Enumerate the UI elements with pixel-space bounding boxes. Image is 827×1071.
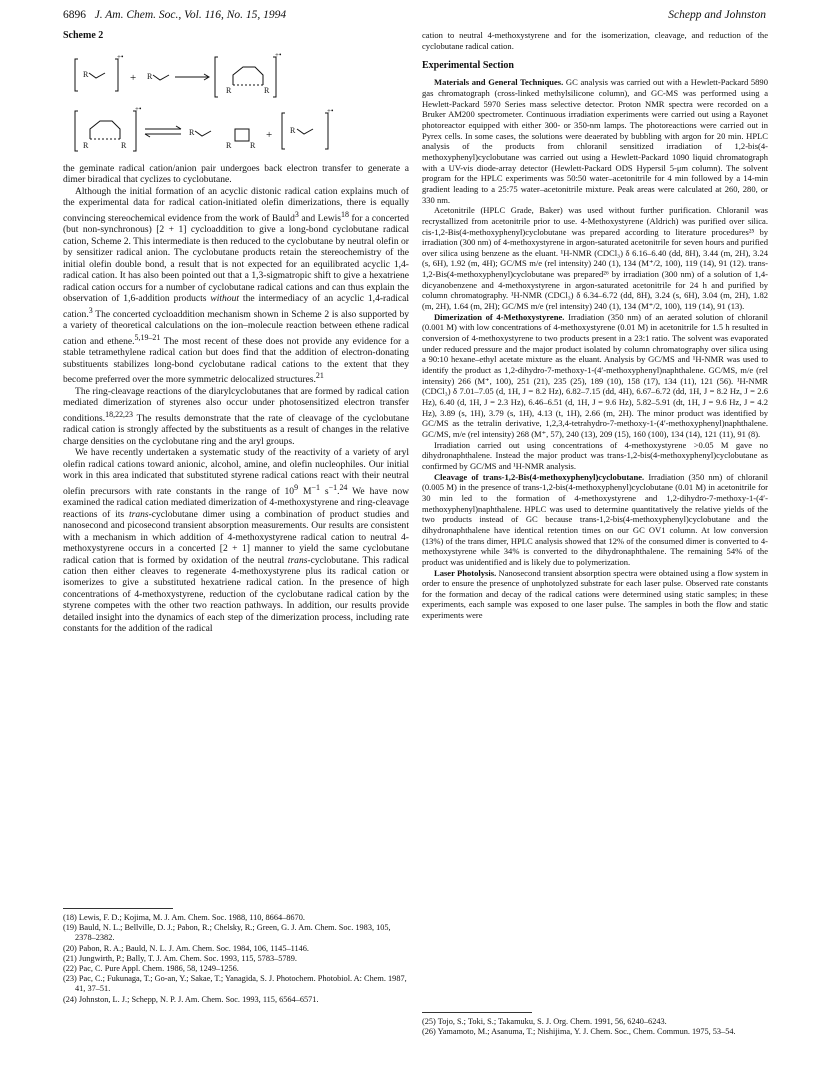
paragraph: Irradiation carried out using concentrations of 4-methoxystyrene >0.05 M gave no dihydronaphthalene. Instead the major product was trans-1,2-bis(4-methoxyphenyl)cyclobutane as confirmed by GC/MS and ¹H-NMR analysis. [422,439,768,471]
r-label: R [290,126,296,135]
reference: (19) Bauld, N. L.; Bellville, D. J.; Pabon, R.; Chelsky, R.; Green, G. J. Am. Chem. Soc. 1983, 105, 2378–2382. [63,923,391,943]
olefin-2 [153,75,169,80]
paragraph: Materials and General Techniques. GC analysis was carried out with a Hewlett-Packard 5890 gas chromatograph (cross-linked methylsilicone column), and GC-MS was performed using a Hewlett-Packard 5970 Series mass selective detector. Proton NMR spectra were recorded on a Bruker AM200 spectrometer. Continuous irradiation experiments were carried out using a Rayonet photoreactor equipped with either 300- or 350-nm lamps. The photoreactions were carried out in Pyrex cells. In some cases, the solutions were deaerated by bubbling with argon for 20 min. HPLC analysis of the products from chloranil sensitized irradiation of 1,2-bis(4-methoxyphenyl)cyclobutane was carried out using a Hewlett-Packard 1090 liquid chromatograph with a UV-vis diode-array detector (Hewlett-Packard ODS Hypersil 5-μm column). The solvent program for the HPLC experiments was 50:50 water–acetonitrile for 4 min followed by a 14-min gradient leading to a 25:75 water–acetonitrile mixture. Peak areas were calculated at 260, 280, or 330 nm. [422,77,768,205]
reference: (26) Yamamoto, M.; Asanuma, T.; Nishijima, Y. J. Chem. Soc., Chem. Commun. 1975, 53–54. [422,1027,736,1037]
right-column [422,30,768,621]
charge-label: +• [327,107,334,115]
charge-label: +• [117,53,124,61]
footnotes-left [63,908,409,1005]
scheme-svg [63,45,409,163]
footnotes-right [422,1012,768,1037]
olefin-4 [297,129,313,134]
left-column [63,30,409,635]
journal-citation: J. Am. Chem. Soc., Vol. 116, No. 15, 1994 [94,9,287,21]
reference: (20) Pabon, R. A.; Bauld, N. L. J. Am. Chem. Soc. 1984, 106, 1145–1146. [63,943,309,953]
cyclobutane-ring [235,129,249,141]
paragraph: the geminate radical cation/anion pair undergoes back electron transfer to generate a dimer biradical that cyclizes to cyclobutane. [63,163,409,186]
section-heading: Experimental Section [422,60,514,72]
r-label: R [250,141,256,150]
paragraph: We have recently undertaken a systematic study of the reactivity of a variety of aryl olefin radical cations toward anionic, alcohol, amine, and olefin nucleophiles. Our initial work in this area indicated that substituted styrene radical cations react with their neutral olefin precursors with rate constants in the range of $10^9$ $M^{-1}$ $s^{-1}.^{24}$ We have now examined the radical cation mediated dimerization of 4-methoxystyrene and ring-cleavage reactions of its trans-cyclobutane dimer using a combination of product studies and nanosecond and picosecond transient absorption measurements. Our results are consistent with a mechanism in which addition of 4-methoxystyrene radical cation to neutral 4-methoxystyrene occurs in a concerted [2 + 1] manner to yield the same cyclobutane radical cation that is formed by oxidation of the neutral trans-cyclobutane. This radical cation then either cleaves to regenerate 4-methoxystyrene plus its radical cation or isomerizes to give a substituted hexatriene radical cation. In the presence of high concentrations of 4-methoxystyrene, reduction of the cyclobutane radical cation by the styrene competes with the other two reaction pathways. In addition, our results provide detailed insight into the dynamics of each step of the dimerization process, including rate constants for the addition of the radical [63,447,410,635]
olefin-3 [195,131,211,136]
running-header [63,9,766,25]
paragraph: Dimerization of 4-Methoxystyrene. Irradiation (350 nm) of an aerated solution of chloranil (0.001 M) with low concentrations of 4-methoxystyrene (0.01 M) in acetonitrile for 1.5 h resulted in conversion of 4-methoxystyrene to two products present in a 23:1 ratio. The solvent was evaporated under reduced pressure and the major product isolated by column chromatography over silica using a 90:10 hexane–ethyl acetate mixture as the eluant. Analysis by GC/MS and ¹H-NMR was used to identify the product as 1,2-dihydro-7-methoxy-1-(4′-methoxyphenyl)naphthalene. GC/MS, m/e (rel intensity) 266 (M⁺, 100), 251 (21), 235 (25), 189 (10), 158 (17), 134 (11), 121 (56). ¹H-NMR (CDCl₃) δ 7.01–7.05 (d, 1H, J = 8.2 Hz), 6.82–7.15 (dd, 4H), 6.67–6.72 (dd, 1H, J = 8.2 Hz, J = 2.6 Hz), 6.40 (d, 1H, J = 2.3 Hz), 6.46–6.51 (d, 1H, J = 9.6 Hz), 5.82–5.91 (dt, 1H, J = 9.6 Hz, J = 4.2 Hz), 3.89 (s, 1H), 3.79 (s, 1H), 4.13 (t, 1H), 2.66 (m, 2H). The minor product was identified by GC/MS as the tetralin derivative, 1,2,3,4-tetrahydro-7-methoxy-1-(4′-methoxyphenyl)naphthalene. GC/MS, m/e (rel intensity) 268 (M⁺, 57), 240 (13), 209 (15), 160 (100), 134 (14), 121 (11), 91 (8). [422,311,768,439]
page-number: 6896 [63,9,86,21]
reference: (22) Pac, C. Pure Appl. Chem. 1986, 58, 1249–1256. [63,964,239,974]
reference: (21) Jungwirth, P.; Bally, T. J. Am. Chem. Soc. 1993, 115, 5783–5789. [63,953,297,963]
r-label: R [226,141,232,150]
paragraph: Cleavage of trans-1,2-Bis(4-methoxyphenyl)cyclobutane. Irradiation (350 nm) of chloranil (0.005 M) in the presence of trans-1,2-bis(4-methoxyphenyl)cyclobutane (0.01 M) in acetonitrile for 30 min led to the formation of 4-methoxystyrene and 1,2-dihydro-7-methoxy-1-(4′-methoxyphenyl)naphthalene. HPLC was used to determine quantitatively the relative yields of the two products instead of GC because trans-1,2-bis(4-methoxyphenyl)cyclobutane and the dihydronaphthalene have identical retention times on our GC OV1 column. At low conversion (13%) of the trans dimer, HPLC analysis showed that 12% of the consumed dimer is converted to 4-methoxystyrene while 34% is converted to the dihydronaphthalene. The remaining 54% of the product was unidentified and is likely due to polymerization. [422,471,769,567]
reference: (24) Johnston, L. J.; Schepp, N. P. J. Am. Chem. Soc. 1993, 115, 6564–6571. [63,994,319,1004]
paragraph: cation to neutral 4-methoxystyrene and for the isomerization, cleavage, and reduction of the cyclobutane radical cation. [422,30,768,51]
paragraph: Laser Photolysis. Nanosecond transient absorption spectra were obtained using a flow system in order to ensure the presence of unphotolyzed substrate for each laser pulse. Observed rate constants for the formation and decay of the radical cations were determined using static samples; in these experiments, each sample was exposed to one laser pulse. The samples in both the flow and static experiments were [422,567,768,621]
reference: (25) Tojo, S.; Toki, S.; Takamuku, S. J. Org. Chem. 1991, 56, 6240–6243. [422,1017,667,1026]
footnote-rule [63,908,173,909]
reference: (18) Lewis, F. D.; Kojima, M. J. Am. Chem. Soc. 1988, 110, 8664–8670. [63,913,305,922]
bracket-right-3 [133,111,136,151]
bracket-left-3 [75,111,78,151]
bracket-left-1 [75,59,78,91]
scheme-title: Scheme 2 [63,30,104,41]
r-label: R [147,72,153,81]
bracket-right-2 [273,57,276,97]
paragraph: Acetonitrile (HPLC Grade, Baker) was used without further purification. Chloranil was recrystallized from acetonitrile prior to use. 4-Methoxystyrene (Aldrich) was purified over silica. cis-1,2-Bis(4-methoxyphenyl)cyclobutane was prepared according to literature procedures²⁵ by irradiation (300 nm) of 4-methoxystyrene in argon-saturated acetonitrile for seven hours and purified over silica using benzene as the eluant. ¹H-NMR (CDCl₃) δ 6.16–6.40 (dd, 8H), 3.44 (m, 2H), 3.24 (s, 6H), 1.92 (m, 4H); GC/MS m/e (rel intensity) 240 (1), 134 (M⁺/2, 100), 119 (14), 91 (12). trans-1,2-Bis(4-methoxyphenyl)cyclobutane was prepared²⁶ by irradiation (300 nm) of a solution of 1,4-dicyanobenzene and 4-methoxystyrene in argon-saturated acetonitrile for 24 h and purified by column chromatography. ¹H-NMR (CDCl₃) δ 6.34–6.72 (dd, 8H), 3.24 (s, 6H), 3.04 (m, 2H), 1.82 (m, 2H), 1.64 (m, 2H); GC/MS m/e (rel intensity) 240 (1), 134 (M⁺/2, 100), 119 (14), 91 (13). [422,205,768,312]
paragraph: Although the initial formation of an acyclic distonic radical cation explains much of the experimental data for radical cation-initiated olefin dimerizations, there is equally convincing stereochemical evidence from the work of Bauld$^3$ and Lewis$^{18}$ for a concerted (but non-synchronous) [2 + 1] cycloaddition to give a long-bond cyclobutane radical cation, Scheme 2. This intermediate is then reduced to the cyclobutane by neutral olefin or by sensitizer radical anion. The cyclobutane products retain the stereochemistry of the initial olefin double bond, a result that is not expected for an equilibrated acyclic 1,4-radical cation. It has also been pointed out that a 1,3-sigmatropic shift to give a hexatriene radical cation occurs for a number of cyclobutane radical cations and can thus explain the observation of 1,6-addition products without the intermediacy of an acyclic 1,4-radical cation.$^3$ The concerted cycloaddition mechanism shown in Scheme 2 is also supported by a variety of theoretical calculations on the ion–molecule reaction between ethene radical cation and ethene.$^{5,19-21}$ The most recent of these does not provide any evidence for a stable tetramethylene radical cation but does find that the addition of electron-donating substituents stabilizes long-bond cyclobutane radical cations to the extent that they become preferred over the more symmetric delocalized structures.$^{21}$ [63,185,409,386]
header-left [63,9,286,21]
scheme-2-diagram [63,45,409,163]
r-label: R [83,70,89,79]
bracket-right-4 [325,113,328,149]
reference: (23) Pac, C.; Fukunaga, T.; Go-an, Y.; Sakae, T.; Yanagida, S. J. Photochem. Photobiol. A: Chem. 1987, 41, 37–51. [63,974,407,994]
r-label: R [226,86,232,95]
r-label: R [121,141,127,150]
long-bond-cyclobutane-2 [90,121,120,139]
charge-label: +• [275,51,282,59]
footnote-rule [422,1012,532,1013]
r-label: R [189,128,195,137]
olefin-1 [89,73,105,78]
long-bond-cyclobutane-1 [233,67,263,85]
charge-label: +• [135,105,142,113]
bracket-right-1 [115,59,118,91]
paragraph: The ring-cleavage reactions of the diarylcyclobutanes that are formed by radical cation mediated dimerization of styrenes also occur under photosensitized electron transfer conditions.$^{18,22,23}$ The results demonstrate that the rate of cleavage of the cyclobutane radical cation is strongly affected by the substituents as a result of changes in the relative charge densities on the cyclobutane ring and the aryl groups. [63,385,409,447]
plus-sign: + [130,72,137,84]
header-authors: Schepp and Johnston [668,9,766,21]
bracket-left-2 [215,57,218,97]
r-label: R [264,86,270,95]
plus-sign: + [266,129,273,141]
bracket-left-4 [282,113,285,149]
r-label: R [83,141,89,150]
